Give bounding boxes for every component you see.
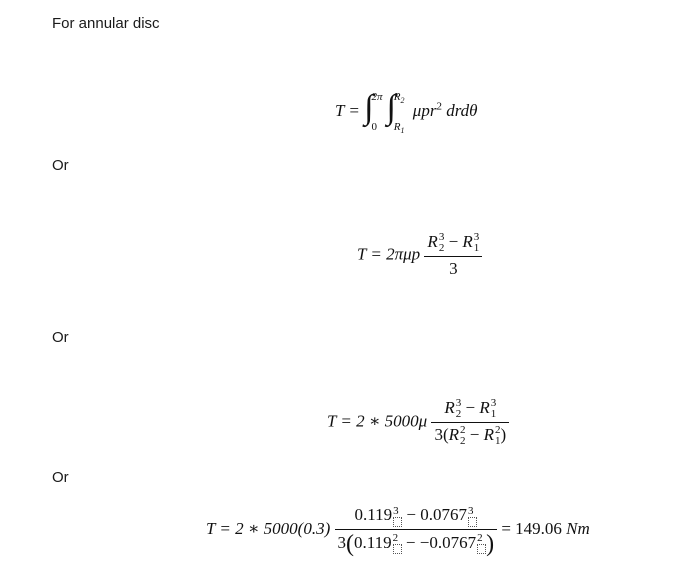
- outer-integral-sign: ∫: [364, 88, 374, 126]
- eq3-den-suffix: ): [500, 425, 507, 445]
- eq2-denominator: 3: [449, 259, 458, 279]
- eq3-den-a-sup: 2: [460, 424, 466, 437]
- eq4-den-b: 0.0767: [429, 532, 477, 552]
- placeholder-box: [468, 517, 477, 527]
- eq3-den-prefix: 3(: [434, 425, 449, 445]
- eq3-den-a-sub: 2: [460, 435, 466, 448]
- eq2-num-b-sub: 1: [473, 242, 480, 255]
- equation-4: [206, 505, 590, 556]
- eq3-fraction: [431, 398, 509, 447]
- eq4-den-a: 0.119: [354, 532, 392, 552]
- eq3-den-b-sup: 2: [495, 424, 501, 437]
- integrand: μpr: [412, 100, 437, 120]
- eq4-rhs: = 149.06: [501, 519, 562, 539]
- eq3-num-a-sup: 3: [455, 397, 462, 410]
- eq3-num-b-sub: 1: [490, 408, 497, 421]
- or-label-1: Or: [52, 157, 69, 174]
- inner-upper-limit: R: [393, 91, 401, 103]
- eq2-num-b-sup: 3: [473, 231, 480, 244]
- eq4-num-a-exp: 3: [393, 504, 399, 517]
- eq3-num-b: R: [479, 398, 490, 417]
- eq3-denominator: [431, 423, 509, 447]
- inner-upper-sub: 2: [400, 96, 405, 106]
- placeholder-box: [477, 544, 486, 554]
- eq3-den-a: R: [448, 425, 460, 445]
- eq2-lhs: T = 2πμp: [357, 244, 421, 264]
- eq3-num-a-sub: 2: [455, 408, 462, 421]
- eq4-lhs: T = 2 ∗ 5000(0.3): [206, 519, 331, 539]
- eq4-num-minus: −: [406, 505, 417, 524]
- eq1-lhs: T =: [335, 100, 360, 120]
- eq4-num-a: 0.119: [354, 505, 393, 524]
- eq4-num-b: 0.0767: [420, 505, 468, 524]
- heading: For annular disc: [52, 15, 160, 32]
- eq4-den-b-exp: 2: [477, 532, 483, 545]
- eq2-num-b: R: [462, 232, 473, 251]
- eq2-num-a-sup: 3: [438, 231, 445, 244]
- eq4-den-a-exp: 2: [392, 532, 399, 545]
- eq3-num-a: R: [444, 398, 455, 417]
- eq3-den-b-sub: 1: [495, 435, 501, 448]
- eq2-numerator: [424, 232, 482, 257]
- outer-upper-limit: 2π: [371, 91, 383, 103]
- outer-integral-limits: [371, 82, 382, 142]
- or-label-2: Or: [52, 329, 69, 346]
- eq4-denominator: [335, 530, 498, 556]
- eq4-open-paren: (: [346, 530, 354, 557]
- eq3-den-b: R: [483, 425, 495, 445]
- eq3-numerator: [431, 398, 509, 423]
- differentials: drdθ: [446, 100, 478, 120]
- eq4-unit: Nm: [566, 519, 590, 539]
- eq2-num-a-sub: 2: [438, 242, 445, 255]
- inner-lower-sub: 1: [400, 126, 405, 136]
- placeholder-box: [393, 517, 402, 527]
- equation-1: [335, 82, 478, 142]
- eq3-lhs: T = 2 ∗ 5000μ: [327, 411, 428, 431]
- eq2-minus: −: [448, 232, 459, 251]
- outer-lower-limit: 0: [371, 121, 377, 133]
- eq4-den-prefix: 3: [337, 532, 346, 552]
- eq4-fraction: [335, 505, 498, 556]
- integrand-exponent: 2: [436, 100, 442, 113]
- eq4-den-minus: − −: [405, 532, 430, 552]
- equation-2: [357, 232, 482, 279]
- placeholder-box: [393, 544, 402, 554]
- eq3-num-b-sup: 3: [490, 397, 497, 410]
- eq2-num-a: R: [427, 232, 438, 251]
- eq4-num-b-exp: 3: [468, 504, 474, 517]
- eq3-den-minus: −: [469, 425, 480, 445]
- inner-integral-sign: ∫: [386, 88, 396, 126]
- eq2-fraction: [424, 232, 482, 279]
- equation-3: [327, 398, 509, 447]
- eq4-close-paren: ): [486, 530, 495, 557]
- eq4-numerator: [335, 505, 498, 530]
- or-label-3: Or: [52, 469, 69, 486]
- eq3-minus: −: [465, 398, 476, 417]
- inner-lower-limit: R: [393, 121, 401, 133]
